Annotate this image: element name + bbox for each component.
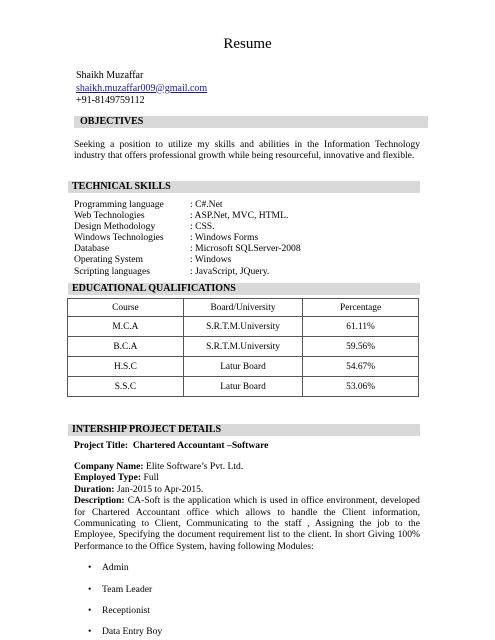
page-title: Resume bbox=[223, 36, 272, 52]
cell-board: Latur Board bbox=[183, 377, 302, 397]
company-line: Company Name: Elite Software’s Pvt. Ltd. bbox=[74, 461, 244, 472]
cell-course: M.C.A bbox=[68, 317, 184, 337]
list-item: • Admin bbox=[88, 562, 129, 573]
column-header-course: Course bbox=[68, 299, 184, 317]
duration-line: Duration: Jan-2015 to Apr-2015. bbox=[74, 483, 204, 495]
cell-course: B.C.A bbox=[68, 337, 184, 357]
column-header-board: Board/University bbox=[183, 299, 302, 317]
table-row bbox=[68, 337, 419, 357]
skill-row: Database : Microsoft SQLServer-2008 bbox=[74, 243, 301, 255]
contact-block bbox=[76, 70, 207, 108]
skill-row: Programming language : C#.Net bbox=[74, 199, 223, 210]
project-title-line bbox=[74, 440, 420, 451]
duration: Jan-2015 to Apr-2015. bbox=[116, 483, 204, 495]
cell-percentage: 53.06% bbox=[303, 377, 419, 397]
cell-board: Latur Board bbox=[183, 357, 302, 377]
technical-skills-heading: TECHNICAL SKILLS bbox=[68, 181, 420, 193]
employed-type: Full bbox=[143, 472, 159, 484]
table-header-row bbox=[68, 299, 419, 317]
objectives-heading: OBJECTIVES bbox=[74, 116, 428, 128]
list-item: • Data Entry Boy bbox=[88, 626, 163, 637]
description-text: CA-Soft is the application which is used in office environment, developed for Chartered Accountant office which allows to handle the Client information, Communicating to Client, Communicating to the staff , Assigning the job to the Employee, Specifying the document requirement list to the client. In short Giving 100% Performance to the Office System, having following Modules: bbox=[74, 495, 420, 552]
table-row bbox=[68, 317, 419, 337]
email-link[interactable]: shaikh.muzaffar009@gmail.com bbox=[76, 82, 208, 94]
objectives-text: Seeking a position to utilize my skills and abilities in the Information Technology industry that offers professional growth while being resourceful, innovative and flexible. bbox=[74, 139, 420, 162]
phone-number: +91-8149759112 bbox=[76, 95, 145, 106]
cell-course: S.S.C bbox=[68, 377, 184, 397]
skill-row: Operating System : Windows bbox=[74, 254, 232, 266]
cell-board: S.R.T.M.University bbox=[183, 337, 302, 357]
company-name: Elite Software’s Pvt. Ltd. bbox=[145, 461, 244, 472]
skill-row: Windows Technologies : Windows Forms bbox=[74, 232, 259, 244]
skills-list bbox=[74, 199, 301, 277]
list-item: • Receptionist bbox=[88, 605, 150, 616]
cell-board: S.R.T.M.University bbox=[183, 317, 302, 337]
cell-percentage: 54.67% bbox=[303, 357, 419, 377]
internship-heading: INTERSHIP PROJECT DETAILS bbox=[68, 424, 420, 436]
skill-row: Scripting languages : JavaScript, JQuery. bbox=[74, 265, 270, 277]
education-heading: EDUCATIONAL QUALIFICATIONS bbox=[68, 283, 420, 295]
cell-course: H.S.C bbox=[68, 357, 184, 377]
list-item: • Team Leader bbox=[88, 584, 153, 595]
education-table bbox=[67, 298, 419, 397]
employed-line: Employed Type: Full bbox=[74, 472, 159, 484]
candidate-name: Shaikh Muzaffar bbox=[76, 70, 144, 81]
description-paragraph: Description: CA-Soft is the application which is used in office environment, developed for Chartered Accountant office which allows to handle the Client information, Communicating to Client, Communicating to the staff , Assigning the job to the Employee, Specifying the document requirement list to the client. In short Giving 100% Performance to the Office System, having following Modules: bbox=[74, 495, 420, 552]
cell-percentage: 59.56% bbox=[303, 337, 419, 357]
project-title: Chartered Accountant –Software bbox=[132, 440, 269, 451]
table-row bbox=[68, 377, 419, 397]
skill-row: Design Methodology : CSS. bbox=[74, 221, 215, 233]
table-row bbox=[68, 357, 419, 377]
cell-percentage: 61.11% bbox=[303, 317, 419, 337]
project-title-label: Project Title: bbox=[74, 440, 129, 451]
internship-details bbox=[74, 461, 420, 552]
skill-row: Web Technologies : ASP.Net, MVC, HTML. bbox=[74, 210, 289, 222]
column-header-percentage: Percentage bbox=[303, 299, 419, 317]
